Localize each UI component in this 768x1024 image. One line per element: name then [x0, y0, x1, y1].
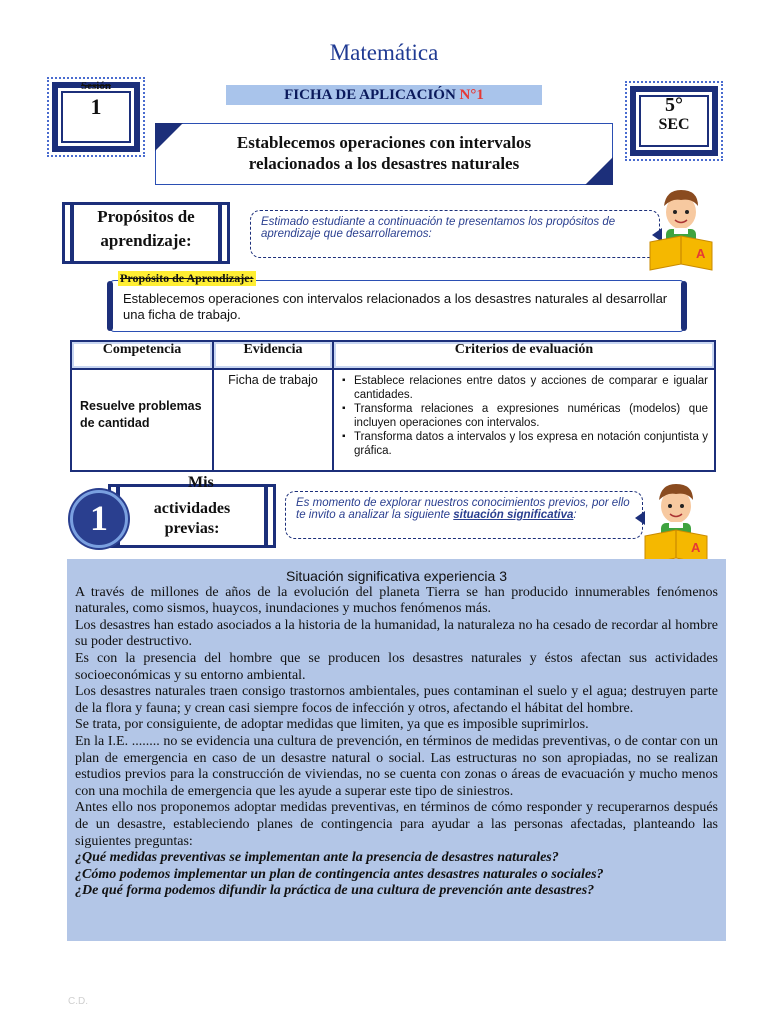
activity-number-circle — [70, 490, 128, 548]
bubble-text: Es momento de explorar nuestros conocimientos previos, por ello te invito a analizar la siguiente — [296, 497, 630, 521]
title-corner-decoration — [155, 123, 183, 151]
criterio-item: ▪ Transforma relaciones a expresiones numéricas (modelos) que incluyen operaciones con intervalos. — [340, 402, 708, 430]
situation-paragraph: A través de millones de años de la evolución del planeta Tierra se han producido innumerables fenómenos naturales, como sismos, huaycos, inundaciones y muchos fenómenos más. — [75, 584, 718, 617]
purposes-title: Propósitos de aprendizaje: — [97, 207, 195, 250]
competencia-cell: Resuelve problemas de cantidad — [71, 369, 213, 471]
bubble-text-end: : — [573, 509, 577, 521]
activities-title — [111, 499, 273, 539]
table-header-competencia: Competencia — [71, 341, 213, 369]
table-row — [71, 369, 715, 471]
activities-title-top: Mis — [188, 474, 214, 491]
situation-paragraph: Es con la presencia del hombre que se producen los desastres naturales y éstos afectan sus actividades socioeconómicas y su entorno ambiental. — [75, 650, 718, 683]
bubble-highlight: situación significativa — [453, 509, 574, 521]
subject-title: Matemática — [329, 40, 439, 65]
ficha-number: N°1 — [459, 87, 484, 103]
student-reading-icon — [643, 478, 709, 568]
title-corner-decoration — [585, 157, 613, 185]
activities-box — [108, 484, 276, 548]
activities-speech-bubble — [285, 491, 643, 539]
criterios-list — [340, 374, 708, 458]
criterio-item: ▪ Transforma datos a intervalos y los expresa en notación conjuntista y gráfica. — [340, 430, 708, 458]
situation-paragraph: Se trata, por consiguiente, de adoptar medidas que limiten, ya que es imposible suprimirlos. — [75, 717, 589, 733]
session-badge — [52, 82, 140, 152]
table-header-criterios: Criterios de evaluación — [333, 341, 715, 369]
situation-panel — [67, 559, 726, 941]
situation-paragraph: Antes ello nos proponemos adoptar medidas preventivas, en términos de cómo responder y recuperarnos después de un desastre, estableciendo planes de contingencia para ayudar a las personas afectadas, planteando las siguientes preguntas: — [75, 800, 718, 849]
criterios-cell — [333, 369, 715, 471]
purposes-speech-bubble: Estimado estudiante a continuación te presentamos los propósitos de aprendizaje que desarrollaremos: — [250, 210, 660, 258]
activity-number: 1 — [90, 498, 108, 538]
student-reading-icon — [648, 184, 714, 274]
criterio-item: ▪ Establece relaciones entre datos y acciones de comparar e igualar cantidades. — [340, 374, 708, 402]
purposes-box — [62, 202, 230, 264]
situation-question: ¿Cómo podemos implementar un plan de contingencia antes desastres naturales o sociales? — [75, 866, 604, 882]
lesson-title-line2: relacionados a los desastres naturales — [248, 154, 520, 173]
book-letter: A — [696, 246, 706, 261]
session-number: 1 — [90, 94, 102, 119]
purpose-box: Establecemos operaciones con intervalos relacionados a los desastres naturales al desarrollar una ficha de trabajo. — [110, 280, 684, 332]
situation-question: ¿De qué forma podemos difundir la práctica de una cultura de prevención ante desastres? — [75, 883, 595, 899]
footer-initials: C.D. — [68, 996, 88, 1007]
activities-title-line2: previas: — [164, 520, 220, 537]
grade-number: 5° — [665, 94, 683, 116]
ficha-title — [226, 85, 542, 105]
grade-badge — [630, 86, 718, 156]
situation-paragraph: Los desastres naturales traen consigo trastornos ambientales, pues contaminan el suelo y el agua; destruyen parte de la flora y fauna; y crean casi siempre focos de infección y otros, afectando el hábitat del hombre. — [75, 684, 718, 716]
evidencia-cell: Ficha de trabajo — [213, 369, 333, 471]
situation-title: Situación significativa experiencia 3 — [285, 568, 507, 584]
grade-section: SEC — [658, 116, 690, 133]
lesson-title — [155, 123, 613, 185]
book-letter: A — [691, 540, 701, 555]
table-header-row — [71, 341, 715, 369]
evaluation-table — [70, 340, 716, 472]
purpose-label: Propósito de Aprendizaje: — [120, 271, 254, 285]
session-label: Sesión — [81, 80, 111, 92]
lesson-title-line1: Establecemos operaciones con intervalos — [236, 133, 532, 152]
situation-question: ¿Qué medidas preventivas se implementan ante la presencia de desastres naturales? — [75, 850, 559, 866]
situation-paragraph: En la I.E. ........ no se evidencia una cultura de prevención, en términos de medidas preventivas, o de contar con un plan de emergencia en caso de un desastre natural o social. Las estructuras no son apropiadas, no se realizan estudios previos para la construcción de viviendas, no se cuenta con zonas o áreas de evacuación y mucho menos con una mochila de emergencia que les ayude a superar este tipo de siniestros. — [75, 733, 718, 799]
situation-paragraph: Los desastres han estado asociados a la historia de la humanidad, la naturaleza no ha cesado de recordar al hombre su poder destructivo. — [75, 617, 718, 650]
table-header-evidencia: Evidencia — [213, 341, 333, 369]
ficha-text: FICHA DE APLICACIÓN — [284, 87, 456, 103]
activities-title-line1: actividades — [153, 500, 231, 517]
